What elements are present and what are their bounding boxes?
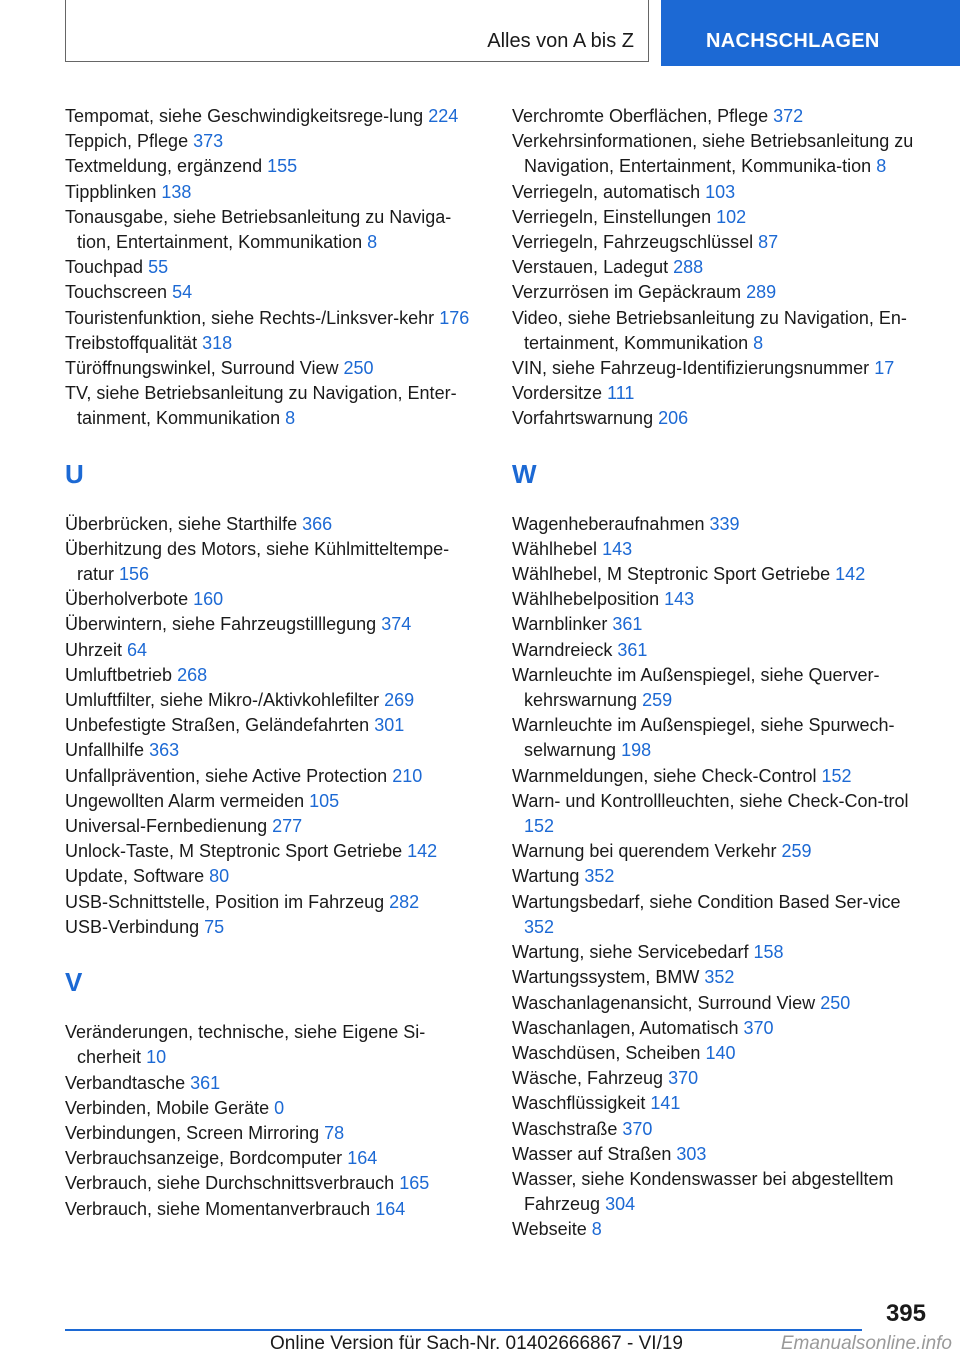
- index-entry-term: Verbandtasche: [65, 1072, 186, 1093]
- index-entry: [512, 1142, 932, 1167]
- index-entry: [512, 991, 932, 1016]
- index-entry: [65, 1197, 485, 1222]
- index-entry: [512, 1041, 932, 1066]
- index-entry-term: Tippblinken: [65, 181, 157, 202]
- index-page-link[interactable]: 64: [127, 639, 148, 660]
- index-entry-term: Touchpad: [65, 257, 144, 278]
- index-entry-term: Universal-Fernbedienung: [65, 816, 268, 837]
- index-entry-term: Wasser auf Straßen: [512, 1143, 672, 1164]
- index-entry: [65, 663, 485, 688]
- index-page-link[interactable]: 269: [384, 690, 415, 711]
- index-page-link[interactable]: 8: [367, 232, 378, 253]
- index-entry-term: Überhitzung des Motors, siehe Kühlmitteltempe-ratur: [65, 538, 450, 585]
- index-entry: [512, 356, 932, 381]
- index-page-link[interactable]: 156: [119, 564, 150, 585]
- index-page-link[interactable]: 352: [584, 866, 615, 887]
- index-page-link[interactable]: 352: [524, 916, 555, 937]
- index-page-link[interactable]: 158: [753, 942, 784, 963]
- index-entry: [512, 890, 932, 940]
- index-entry: [65, 381, 485, 431]
- index-page-link[interactable]: 143: [602, 538, 633, 559]
- index-entry-term: Waschanlagenansicht, Surround View: [512, 992, 816, 1013]
- index-entry: [512, 205, 932, 230]
- index-entry: [512, 406, 932, 431]
- index-entry: [512, 562, 932, 587]
- index-entry-term: Verriegeln, Fahrzeugschlüssel: [512, 232, 754, 253]
- index-page-link[interactable]: 8: [753, 332, 764, 353]
- index-entry-term: Wartungsbedarf, siehe Condition Based Ser-vice: [512, 891, 901, 912]
- index-page-link[interactable]: 301: [374, 715, 405, 736]
- footer-divider: [65, 1329, 862, 1331]
- index-page-link[interactable]: 152: [821, 765, 852, 786]
- index-entry-term: Umluftfilter, siehe Mikro-/Aktivkohlefilter: [65, 690, 380, 711]
- index-entry: [512, 764, 932, 789]
- index-entry-term: Uhrzeit: [65, 639, 123, 660]
- index-entry-term: Verzurrösen im Gepäckraum: [512, 282, 742, 303]
- index-entry: [65, 104, 485, 129]
- index-entry-term: Verbrauch, siehe Momentanverbrauch: [65, 1198, 371, 1219]
- index-entry-term: Verchromte Oberflächen, Pflege: [512, 106, 769, 126]
- index-entry-term: Ungewollten Alarm vermeiden: [65, 790, 305, 811]
- index-entry-term: Touristenfunktion, siehe Rechts-/Linksver-kehr: [65, 307, 435, 328]
- index-entry: [65, 789, 485, 814]
- index-entry: [512, 512, 932, 537]
- index-page-link[interactable]: 206: [658, 408, 689, 429]
- index-entry-term: Wagenheberaufnahmen: [512, 513, 705, 534]
- index-entry-term: Umluftbetrieb: [65, 664, 173, 685]
- index-entry-term: Waschstraße: [512, 1118, 618, 1139]
- index-entry: [512, 230, 932, 255]
- index-entry: [65, 638, 485, 663]
- index-entry-term: Verriegeln, Einstellungen: [512, 206, 712, 227]
- index-entry-term: Teppich, Pflege: [65, 131, 189, 152]
- index-entry: [512, 255, 932, 280]
- index-entry: [512, 789, 932, 839]
- index-page-link[interactable]: 259: [642, 690, 673, 711]
- index-entry-term: Touchscreen: [65, 282, 168, 303]
- index-entry: [512, 104, 932, 129]
- index-entry: [512, 864, 932, 889]
- lookup-tab[interactable]: [661, 0, 960, 66]
- index-entry: [65, 512, 485, 537]
- index-page-link[interactable]: 142: [835, 564, 866, 585]
- index-entry: [65, 306, 485, 331]
- index-entry-term: Unfallhilfe: [65, 740, 145, 761]
- index-entry: [65, 1146, 485, 1171]
- index-page-link[interactable]: 303: [676, 1143, 707, 1164]
- index-entry: [65, 612, 485, 637]
- index-column-right: [512, 104, 932, 1243]
- index-entry: [512, 638, 932, 663]
- index-page-link[interactable]: 363: [149, 740, 180, 761]
- index-entry: [65, 129, 485, 154]
- watermark: Emanualsonline.info: [780, 1333, 952, 1354]
- index-entry: [512, 537, 932, 562]
- index-page-link[interactable]: 54: [172, 282, 193, 303]
- index-page-link[interactable]: 138: [161, 181, 192, 202]
- index-entry: [512, 839, 932, 864]
- index-letter-heading: U: [65, 458, 84, 489]
- index-page-link[interactable]: 352: [704, 967, 735, 988]
- index-entry: [65, 1020, 485, 1070]
- index-entry-term: Verbrauchsanzeige, Bordcomputer: [65, 1148, 343, 1169]
- index-entry: [512, 129, 932, 179]
- index-entry-term: Unfallprävention, siehe Active Protection: [65, 765, 388, 786]
- index-entry-term: Update, Software: [65, 866, 205, 887]
- index-entry: [512, 612, 932, 637]
- index-entry-term: Treibstoffqualität: [65, 332, 198, 353]
- index-page-link[interactable]: 372: [773, 106, 804, 126]
- index-entry: [65, 814, 485, 839]
- index-entry-term: Vorfahrtswarnung: [512, 408, 654, 429]
- index-entry-term: Verbinden, Mobile Geräte: [65, 1097, 270, 1118]
- index-page-link[interactable]: 361: [617, 639, 648, 660]
- index-entry-term: Wählhebelposition: [512, 589, 660, 610]
- index-page-link[interactable]: 75: [204, 916, 225, 937]
- index-page-link[interactable]: 339: [709, 513, 740, 534]
- index-page-link[interactable]: 250: [820, 992, 851, 1013]
- footer-version-text: Online Version für Sach-Nr. 01402666867 - VI/19: [270, 1333, 683, 1354]
- index-page-link[interactable]: 361: [612, 614, 643, 635]
- index-entry: [65, 255, 485, 280]
- index-page-link[interactable]: 164: [375, 1198, 406, 1219]
- index-page-link[interactable]: 304: [605, 1194, 636, 1215]
- index-page-link[interactable]: 8: [876, 156, 887, 177]
- index-entry: [65, 1096, 485, 1121]
- index-page-link[interactable]: 152: [524, 816, 555, 837]
- index-page-link[interactable]: 198: [621, 740, 652, 761]
- index-page-link[interactable]: 78: [324, 1122, 345, 1143]
- index-entry-term: Video, siehe Betriebsanleitung zu Navigation, En-tertainment, Kommunikation: [512, 307, 907, 353]
- index-page-link[interactable]: 268: [177, 664, 208, 685]
- index-entry: [65, 1121, 485, 1146]
- index-page-link[interactable]: 165: [399, 1173, 430, 1194]
- index-entry: [512, 965, 932, 990]
- lookup-label: NACHSCHLAGEN: [706, 30, 880, 52]
- index-entry-term: Warnblinker: [512, 614, 608, 635]
- index-page-link[interactable]: 0: [274, 1097, 285, 1118]
- index-entry-term: Textmeldung, ergänzend: [65, 156, 263, 177]
- index-page-link[interactable]: 111: [607, 383, 635, 404]
- index-page-link[interactable]: 164: [347, 1148, 378, 1169]
- index-entry: [65, 1071, 485, 1096]
- index-entry-term: Überholverbote: [65, 589, 189, 610]
- index-entry-term: Wartung, siehe Servicebedarf: [512, 942, 749, 963]
- index-entry: [512, 306, 932, 356]
- index-entry-term: Unlock-Taste, M Steptronic Sport Getriebe: [65, 841, 403, 862]
- index-page-link[interactable]: 370: [743, 1017, 774, 1038]
- section-tab[interactable]: [65, 0, 649, 62]
- index-entry-term: Verkehrsinformationen, siehe Betriebsanleitung zu Navigation, Entertainment, Kommunika-tion: [512, 131, 914, 177]
- index-entry: [512, 713, 932, 763]
- index-entry-term: Überbrücken, siehe Starthilfe: [65, 513, 298, 534]
- index-page-link[interactable]: 103: [705, 181, 736, 202]
- index-page-link[interactable]: 374: [381, 614, 412, 635]
- index-page-link[interactable]: 141: [650, 1093, 681, 1114]
- index-entry: [65, 864, 485, 889]
- index-entry: [65, 154, 485, 179]
- index-page-link[interactable]: 143: [664, 589, 695, 610]
- index-page-link[interactable]: 282: [389, 891, 420, 912]
- index-entry-term: USB-Schnittstelle, Position im Fahrzeug: [65, 891, 385, 912]
- index-page-link[interactable]: 224: [428, 106, 459, 126]
- index-page-link[interactable]: 370: [622, 1118, 653, 1139]
- index-entry-term: Waschflüssigkeit: [512, 1093, 646, 1114]
- index-entry-term: Verstauen, Ladegut: [512, 257, 669, 278]
- index-entry-term: Warnmeldungen, siehe Check-Control: [512, 765, 817, 786]
- index-entry: [65, 205, 485, 255]
- index-entry-term: Warnung bei querendem Verkehr: [512, 841, 777, 862]
- index-entry-term: Vordersitze: [512, 383, 603, 404]
- index-page-link[interactable]: 250: [343, 358, 374, 379]
- index-entry: [512, 1016, 932, 1041]
- index-page-link[interactable]: 155: [267, 156, 298, 177]
- index-entry: [65, 764, 485, 789]
- index-entry: [65, 587, 485, 612]
- index-entry-term: Warndreieck: [512, 639, 613, 660]
- index-entry: [512, 587, 932, 612]
- index-page-link[interactable]: 373: [193, 131, 224, 152]
- index-page-link[interactable]: 17: [874, 358, 895, 379]
- index-entry: [512, 1217, 932, 1242]
- index-entry-term: Warnleuchte im Außenspiegel, siehe Querver-kehrswarnung: [512, 664, 880, 711]
- index-entry: [65, 356, 485, 381]
- index-entry-term: Wäsche, Fahrzeug: [512, 1068, 664, 1089]
- index-entry-term: Wartung: [512, 866, 580, 887]
- index-entry: [65, 280, 485, 305]
- index-page-link[interactable]: 87: [758, 232, 779, 253]
- index-entry: [65, 180, 485, 205]
- index-entry-term: TV, siehe Betriebsanleitung zu Navigation, Enter-tainment, Kommunikation: [65, 383, 457, 429]
- index-entry-term: Tonausgabe, siehe Betriebsanleitung zu Naviga-tion, Entertainment, Kommunikation: [65, 206, 452, 253]
- index-page-link[interactable]: 210: [392, 765, 423, 786]
- index-entry-term: Verbindungen, Screen Mirroring: [65, 1122, 320, 1143]
- index-entry-term: Wasser, siehe Kondenswasser bei abgestelltem Fahrzeug: [512, 1168, 894, 1215]
- page-number: 395: [885, 1300, 926, 1327]
- index-entry-term: Waschanlagen, Automatisch: [512, 1017, 739, 1038]
- index-entry: [65, 713, 485, 738]
- index-page-link[interactable]: 8: [285, 408, 296, 429]
- index-entry-term: Überwintern, siehe Fahrzeugstilllegung: [65, 614, 377, 635]
- index-page-link[interactable]: 176: [439, 307, 470, 328]
- index-page-link[interactable]: 160: [193, 589, 224, 610]
- index-entry-term: Warnleuchte im Außenspiegel, siehe Spurwech-selwarnung: [512, 715, 895, 761]
- index-page-link[interactable]: 80: [209, 866, 230, 887]
- index-page-link[interactable]: 55: [148, 257, 169, 278]
- index-entry-term: Veränderungen, technische, siehe Eigene Si-cherheit: [65, 1022, 426, 1068]
- index-page-link[interactable]: 277: [272, 816, 303, 837]
- index-entry: [512, 381, 932, 406]
- index-entry-term: Wartungssystem, BMW: [512, 967, 700, 988]
- page-header: [0, 0, 960, 66]
- index-entry: [65, 890, 485, 915]
- index-page-link[interactable]: 370: [668, 1068, 699, 1089]
- index-entry-term: Waschdüsen, Scheiben: [512, 1042, 701, 1063]
- index-entry: [512, 180, 932, 205]
- index-entry-term: Warn- und Kontrollleuchten, siehe Check-Con-trol: [512, 790, 909, 811]
- index-page-link[interactable]: 10: [146, 1047, 167, 1068]
- index-page-link[interactable]: 8: [591, 1219, 602, 1240]
- index-entry: [65, 915, 485, 940]
- index-page-link[interactable]: 289: [746, 282, 777, 303]
- index-page-link[interactable]: 366: [302, 513, 333, 534]
- index-entry-term: Webseite: [512, 1219, 587, 1240]
- index-entry: [512, 1066, 932, 1091]
- index-page-link[interactable]: 142: [407, 841, 438, 862]
- index-entry-term: Unbefestigte Straßen, Geländefahrten: [65, 715, 370, 736]
- index-letter-heading: V: [65, 967, 83, 998]
- index-column-left: [65, 104, 485, 1222]
- index-page-link[interactable]: 105: [309, 790, 340, 811]
- index-letter-heading: W: [512, 458, 537, 489]
- section-title: Alles von A bis Z: [487, 30, 634, 52]
- index-entry: [65, 537, 485, 587]
- index-page-link[interactable]: 102: [716, 206, 747, 227]
- index-page-link[interactable]: 259: [781, 841, 812, 862]
- index-entry-term: Verbrauch, siehe Durchschnittsverbrauch: [65, 1173, 395, 1194]
- index-entry: [512, 940, 932, 965]
- index-entry-term: Wählhebel, M Steptronic Sport Getriebe: [512, 564, 831, 585]
- index-entry: [65, 331, 485, 356]
- index-page-link[interactable]: 140: [705, 1042, 736, 1063]
- index-entry: [512, 663, 932, 713]
- index-entry-term: Tempomat, siehe Geschwindigkeitsrege-lung: [65, 106, 424, 126]
- index-entry: [512, 1167, 932, 1217]
- index-page-link[interactable]: 288: [673, 257, 704, 278]
- index-entry: [65, 738, 485, 763]
- index-entry: [512, 1117, 932, 1142]
- index-entry-term: USB-Verbindung: [65, 916, 200, 937]
- index-entry: [512, 1091, 932, 1116]
- index-entry-term: Wählhebel: [512, 538, 598, 559]
- index-entry-term: Verriegeln, automatisch: [512, 181, 701, 202]
- index-entry: [65, 839, 485, 864]
- index-entry: [65, 688, 485, 713]
- index-entry: [65, 1171, 485, 1196]
- index-page-link[interactable]: 318: [202, 332, 233, 353]
- index-entry: [512, 280, 932, 305]
- index-entry-term: VIN, siehe Fahrzeug-Identifizierungsnummer: [512, 358, 870, 379]
- index-page-link[interactable]: 361: [190, 1072, 221, 1093]
- index-entry-term: Türöffnungswinkel, Surround View: [65, 358, 339, 379]
